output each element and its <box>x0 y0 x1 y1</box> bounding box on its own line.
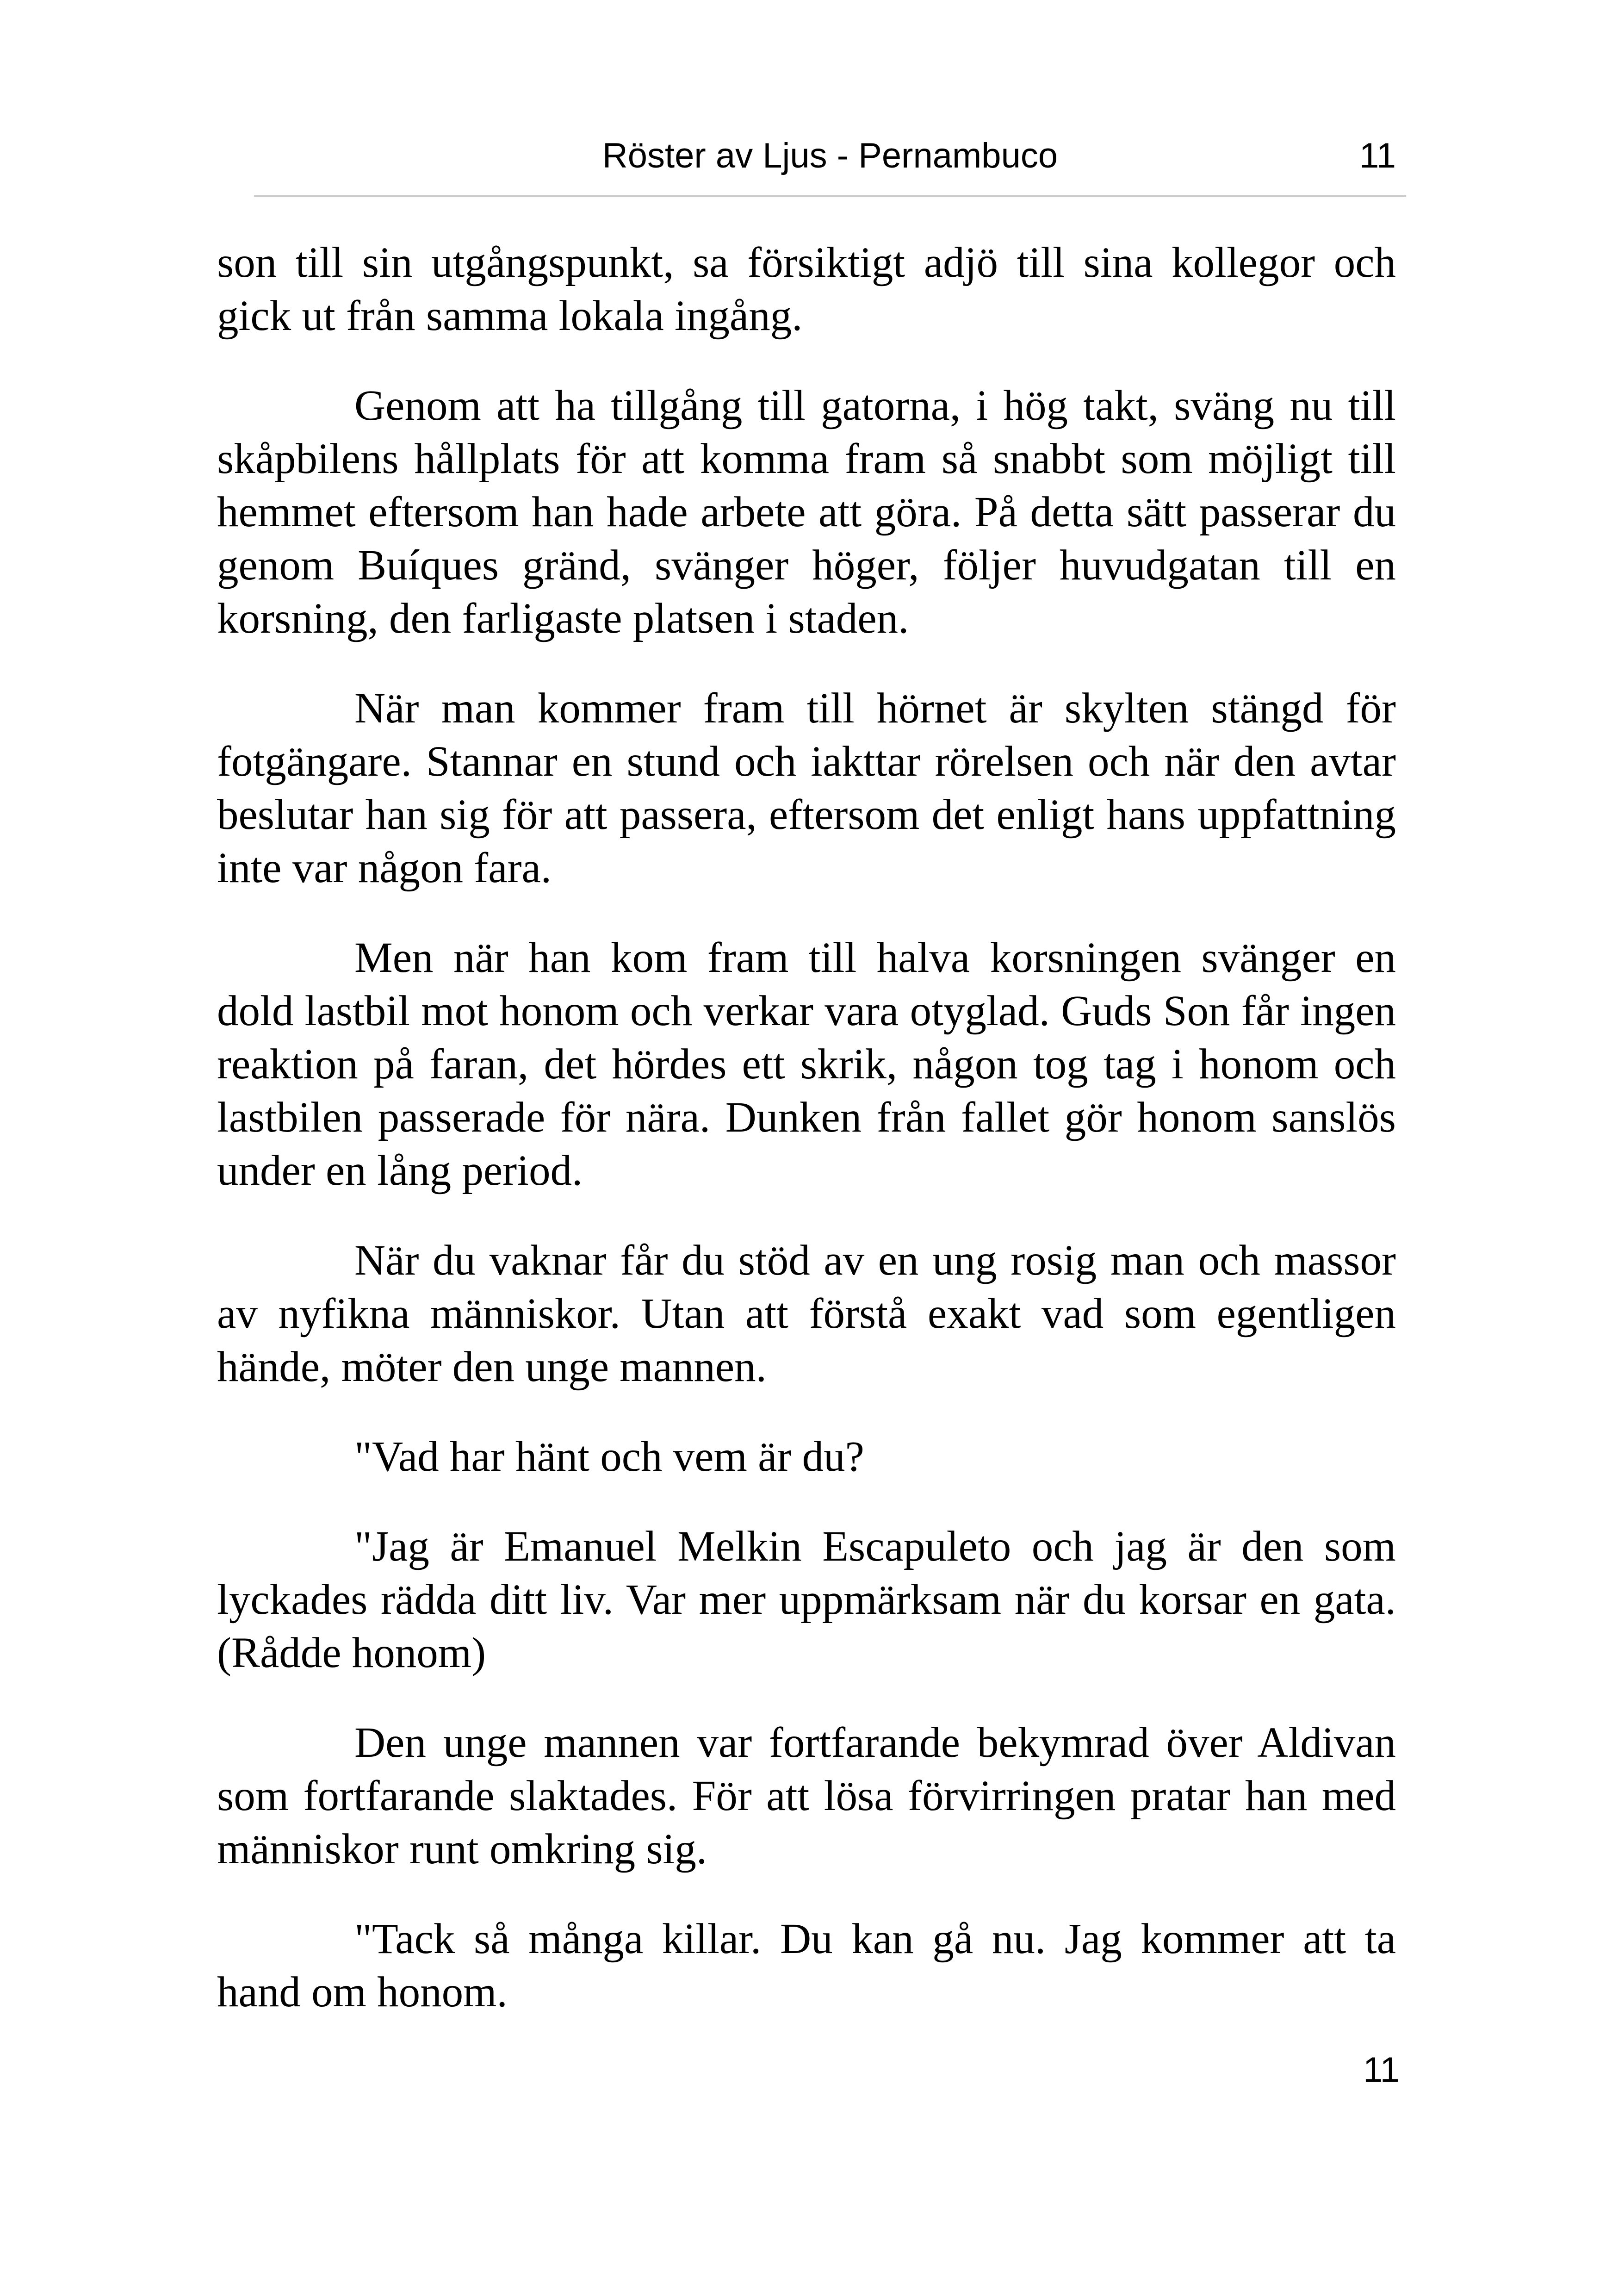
body-text <box>217 236 1396 2055</box>
paragraph-1: son till sin utgångspunkt, sa försiktigt adjö till sina kollegor och gick ut från samma lokala ingång. <box>217 239 1396 340</box>
paragraph-9: "Tack så många killar. Du kan gå nu. Jag kommer att ta hand om honom. <box>217 1915 1396 2016</box>
footer-page-number: 11 <box>1363 2050 1400 2090</box>
header-page-number: 11 <box>1359 136 1396 175</box>
paragraph-2: Genom att ha tillgång till gatorna, i hög takt, sväng nu till skåpbilens hållplats för att komma fram så snabbt som möjligt till hemmet eftersom han hade arbete att göra. På detta sätt passerar du genom Buíques gränd, svänger höger, följer huvudgatan till en korsning, den farligaste platsen i staden. <box>217 382 1396 642</box>
running-header <box>254 131 1406 197</box>
header-title: Röster av Ljus - Pernambuco <box>602 136 1058 175</box>
paragraph-6: "Vad har hänt och vem är du? <box>354 1433 864 1481</box>
paragraph-7: "Jag är Emanuel Melkin Escapuleto och jag är den som lyckades rädda ditt liv. Var mer uppmärksam när du korsar en gata. (Rådde honom) <box>217 1523 1396 1677</box>
paragraph-3: När man kommer fram till hörnet är skylten stängd för fotgängare. Stannar en stund och iakttar rörelsen och när den avtar beslutar han sig för att passera, eftersom det enligt hans uppfattning inte var någon fara. <box>217 684 1396 892</box>
paragraph-5: När du vaknar får du stöd av en ung rosig man och massor av nyfikna människor. Utan att förstå exakt vad som egentligen hände, möter den unge mannen. <box>217 1237 1396 1391</box>
paragraph-8: Den unge mannen var fortfarande bekymrad över Aldivan som fortfarande slaktades. För att lösa förvirringen pratar han med människor runt omkring sig. <box>217 1719 1396 1873</box>
paragraph-4: Men när han kom fram till halva korsningen svänger en dold lastbil mot honom och verkar vara otyglad. Guds Son får ingen reaktion på faran, det hördes ett skrik, någon tog tag i honom och lastbilen passerade för nära. Dunken från fallet gör honom sanslös under en lång period. <box>217 934 1396 1195</box>
